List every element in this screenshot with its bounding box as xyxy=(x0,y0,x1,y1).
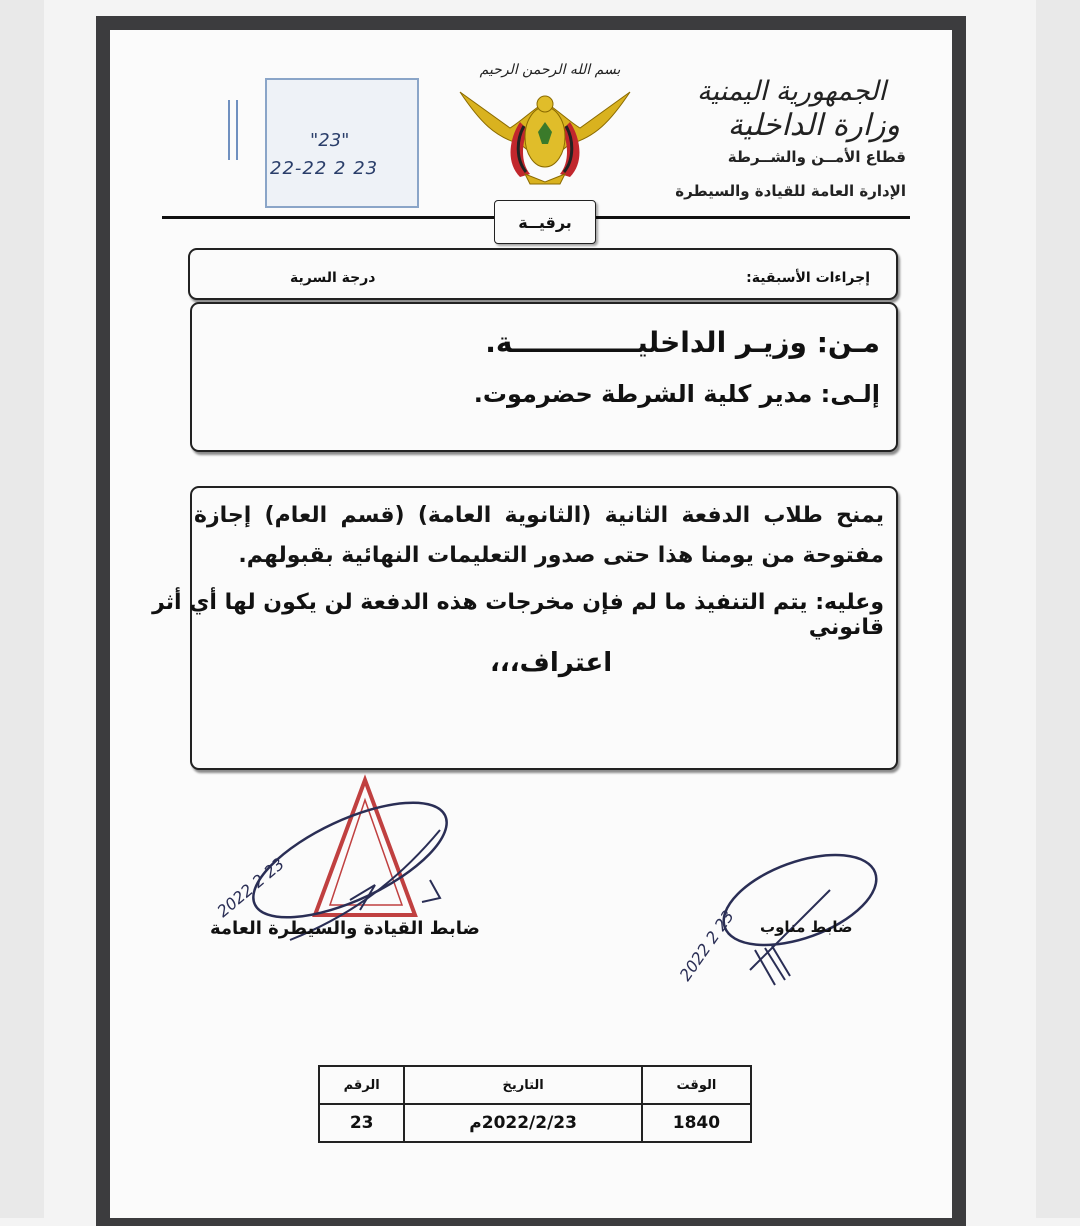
right-signature-title: ضابط مناوب xyxy=(760,918,853,936)
right-margin xyxy=(1036,0,1080,1218)
header-date: التاريخ xyxy=(404,1066,641,1104)
header-ministry: وزارة الداخلية xyxy=(727,108,900,143)
left-margin xyxy=(0,0,44,1218)
document-type-badge: برقيــة xyxy=(494,200,596,244)
to-line: إلـى: مدير كلية الشرطة حضرموت. xyxy=(473,380,880,408)
header-time: الوقت xyxy=(642,1066,751,1104)
from-line: مـن: وزيـر الداخليـــــــــــــة. xyxy=(485,326,880,359)
stamp-date: 22-22 2 23 xyxy=(270,158,379,179)
stamp-bars xyxy=(228,100,238,160)
header-republic: الجمهورية اليمنية xyxy=(696,76,886,107)
right-signature-note: 2022 2 23 xyxy=(675,906,738,985)
header-department: الإدارة العامة للقيادة والسيطرة xyxy=(675,182,906,200)
stamp-number: "23" xyxy=(310,130,350,151)
value-number: 23 xyxy=(319,1104,404,1142)
header-number: الرقم xyxy=(319,1066,404,1104)
document-page xyxy=(110,30,952,1218)
precedence-label: إجراءات الأسبقية: xyxy=(746,270,870,286)
address-box xyxy=(190,302,898,452)
body-paragraph: يمنح طلاب الدفعة الثانية (الثانوية العامة) (قسم العام) إجازة مفتوحة من يومنا هذا حتى صدور التعليمات النهائية بقبولهم. xyxy=(194,503,884,568)
yemen-emblem-icon xyxy=(450,82,640,192)
body-closing: اعتراف،،، xyxy=(490,648,613,678)
body-instruction: وعليه: يتم التنفيذ ما لم فإن مخرجات هذه الدفعة لن يكون لها أي أثر قانوني xyxy=(152,590,884,640)
value-time: 1840 xyxy=(642,1104,751,1142)
left-signature-note: 2022 2 23 xyxy=(213,854,289,921)
basmala: بسم الله الرحمن الرحيم xyxy=(479,62,621,78)
header-sector: قطاع الأمــن والشــرطة xyxy=(727,148,906,166)
secrecy-label: درجة السرية xyxy=(290,270,376,286)
time-date-number-table xyxy=(318,1065,752,1143)
left-signature-title: ضابط القيادة والسيطرة العامة xyxy=(210,918,480,939)
value-date: 2022/2/23م xyxy=(404,1104,641,1142)
